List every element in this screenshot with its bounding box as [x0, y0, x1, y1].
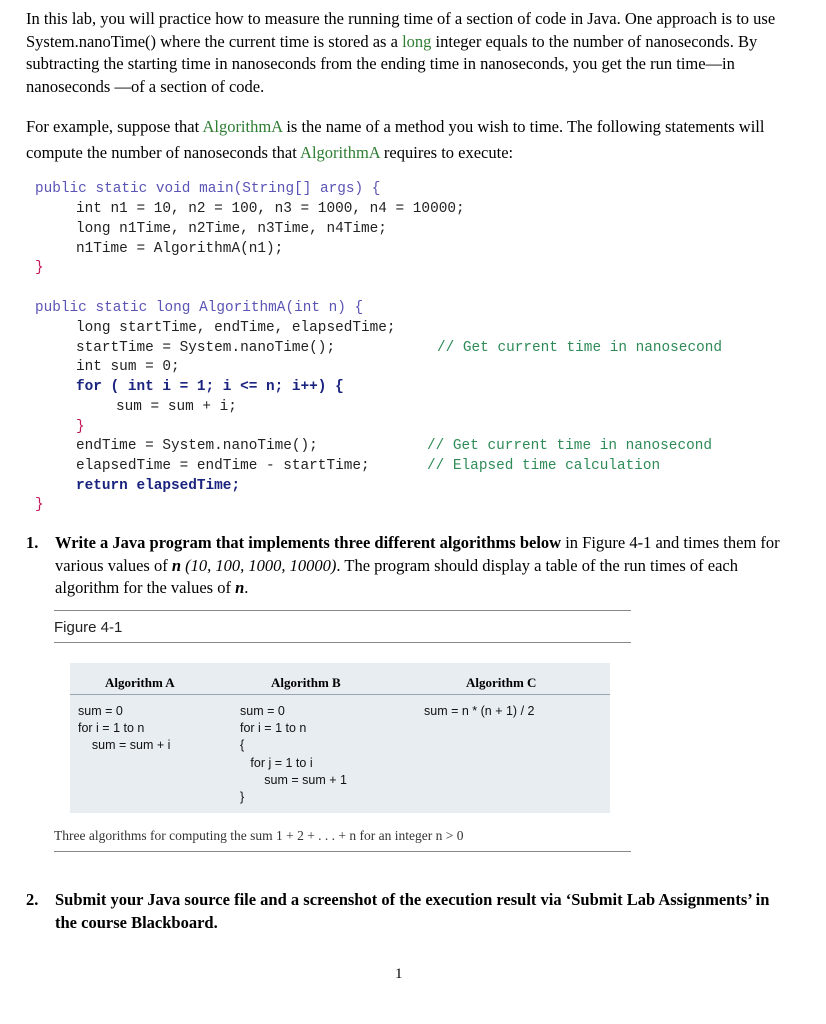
algorithm-b-line: for j = 1 to i: [240, 756, 313, 770]
code-comment: // Get current time in nanosecond: [437, 340, 722, 356]
code-line: }: [76, 419, 85, 435]
algorithm-b-line: sum = sum + 1: [240, 773, 347, 787]
algorithm-b-line: sum = 0: [240, 704, 285, 718]
algorithm-b-line: }: [240, 790, 245, 804]
figure-top-rule: [54, 610, 631, 611]
figure-bottom-rule: [54, 851, 631, 852]
code-line: for ( int i = 1; i <= n; i++) {: [76, 379, 344, 395]
code-comment: // Get current time in nanosecond: [427, 438, 712, 454]
code-line: n1Time = AlgorithmA(n1);: [76, 241, 284, 257]
figure-label: Figure 4-1: [54, 619, 123, 636]
code-comment: // Elapsed time calculation: [427, 458, 661, 474]
algorithm-table: [70, 663, 610, 813]
code-line: elapsedTime = endTime - startTime;: [76, 458, 370, 474]
table-header-rule: [70, 694, 610, 695]
algorithm-a-line: sum = 0: [78, 704, 123, 718]
code-line: public static void main(String[] args) {: [35, 181, 381, 197]
code-line: long startTime, endTime, elapsedTime;: [76, 320, 396, 336]
figure-caption: Three algorithms for computing the sum 1 + 2 + . . . + n for an integer n > 0: [54, 828, 464, 843]
code-line: }: [35, 497, 44, 513]
algorithm-c-header: Algorithm C: [466, 675, 537, 690]
algorithm-a-line: sum = sum + i: [78, 738, 171, 752]
code-line: endTime = System.nanoTime();: [76, 438, 318, 454]
algorithm-b-line: for i = 1 to n: [240, 721, 307, 735]
algorithm-b-header: Algorithm B: [271, 675, 341, 690]
figure-label-rule: [54, 642, 631, 643]
algorithm-a-line: for i = 1 to n: [78, 721, 145, 735]
algorithm-c-line: sum = n * (n + 1) / 2: [424, 704, 535, 718]
code-line: public static long AlgorithmA(int n) {: [35, 300, 364, 316]
algorithm-a-header: Algorithm A: [105, 675, 175, 690]
code-line: int n1 = 10, n2 = 100, n3 = 1000, n4 = 10000;: [76, 201, 465, 217]
code-line: startTime = System.nanoTime();: [76, 340, 336, 356]
code-line: return elapsedTime;: [76, 478, 241, 494]
code-line: int sum = 0;: [76, 359, 180, 375]
long-keyword: long: [402, 31, 432, 51]
page-number: 1: [395, 966, 403, 982]
algorithm-b-line: {: [240, 738, 245, 752]
intro-paragraph-2: For example, suppose that AlgorithmA is the name of a method you wish to time. The following statements will compute the number of nanoseconds that AlgorithmA requires to execute:: [26, 117, 765, 162]
code-line: sum = sum + i;: [116, 399, 237, 415]
intro-paragraph-1: In this lab, you will practice how to measure the running time of a section of code in Java. One approach is to use System.nanoTime() where the current time is stored as a long integer equals to the number of nanoseconds. By subtracting the starting time in nanoseconds from the ending time in nanoseconds, you get the run time—in nanoseconds —of a section of code.: [26, 9, 776, 96]
code-line: long n1Time, n2Time, n3Time, n4Time;: [76, 221, 387, 237]
code-line: }: [35, 260, 44, 276]
